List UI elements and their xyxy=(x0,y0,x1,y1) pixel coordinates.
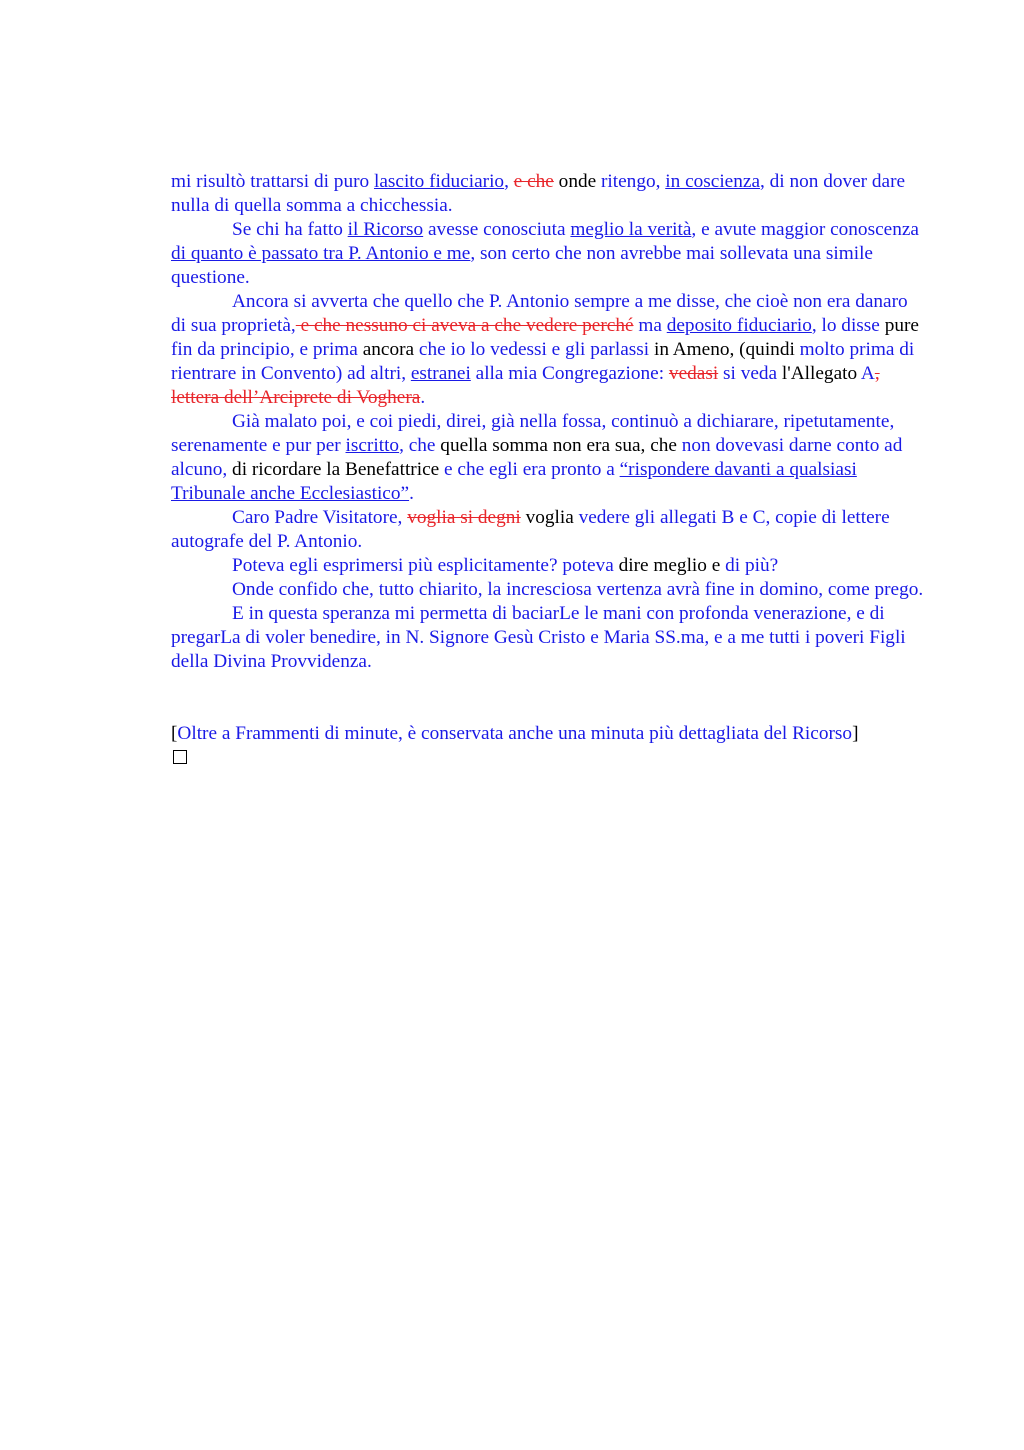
text-run: l'Allegato xyxy=(781,363,861,384)
text-run: Già malato poi, e coi piedi, direi, già nella fossa, continuò a dichiarare, ripetutamente, serenamente e pur per xyxy=(171,411,895,456)
paragraph xyxy=(171,578,926,602)
text-run: ma xyxy=(633,315,667,336)
underlined-text: lascito fiduciario xyxy=(373,171,505,192)
text-run: di ricordare la Benefattrice xyxy=(232,459,445,480)
deleted-text: e che xyxy=(513,171,554,192)
text-run: mi risultò trattarsi di puro xyxy=(171,171,374,192)
paragraph xyxy=(171,290,926,410)
text-run: . xyxy=(409,483,414,504)
paragraph xyxy=(171,170,926,218)
text-run: A xyxy=(860,363,875,384)
underlined-text: iscritto xyxy=(345,435,400,456)
text-run: in Ameno, (quindi xyxy=(653,339,800,360)
text-run: voglia xyxy=(520,507,579,528)
text-run: fin da principio, e prima xyxy=(171,339,363,360)
text-run: E in questa speranza mi permetta di baciarLe le mani con profonda venerazione, e di pregarLa di voler benedire, in N. Signore Gesù Cristo e Maria SS.ma, e a me tutti i poveri Figli della Divina Provvidenza. xyxy=(171,603,906,672)
text-run: e che egli era pronto a xyxy=(444,459,620,480)
document-body xyxy=(171,170,926,770)
text-run: avesse conosciuta xyxy=(423,219,571,240)
text-run: Caro Padre Visitatore, xyxy=(232,507,408,528)
underlined-text: in coscienza xyxy=(665,171,760,192)
text-run: , di non dover dare nulla di quella somma a chicchessia. xyxy=(171,171,906,216)
deleted-text: voglia si degni xyxy=(407,507,521,528)
text-run: ] xyxy=(852,723,859,744)
text-run: quella somma non era sua, che xyxy=(440,435,682,456)
paragraph-list xyxy=(171,170,926,674)
underlined-text: deposito fiduciario xyxy=(666,315,812,336)
text-run: Onde confido che, tutto chiarito, la incresciosa vertenza avrà fine in domino, come prego. xyxy=(232,579,924,600)
checkbox-line xyxy=(171,746,926,770)
empty-checkbox-icon xyxy=(173,750,187,764)
text-run: onde xyxy=(553,171,601,192)
text-run: , son certo che non avrebbe mai sollevata una simile questione. xyxy=(171,243,873,288)
underlined-text: di quanto è passato tra P. Antonio e me xyxy=(171,243,471,264)
underlined-text: “rispondere davanti a qualsiasi Tribunale anche Ecclesiastico” xyxy=(171,459,857,504)
text-run: Oltre a Frammenti di minute, è conservata anche una minuta più dettagliata del Ricorso xyxy=(177,723,853,744)
text-run: Ancora si avverta che quello che P. Antonio sempre a me disse, che cioè non era danaro di sua proprietà, xyxy=(171,291,908,336)
paragraph xyxy=(171,218,926,290)
text-run: si veda xyxy=(718,363,782,384)
text-run: , xyxy=(504,171,514,192)
text-run: , che xyxy=(399,435,441,456)
text-run: , e avute maggior conoscenza xyxy=(691,219,919,240)
deleted-text: vedasi xyxy=(668,363,719,384)
underlined-text: meglio la verità xyxy=(570,219,692,240)
text-run: pure xyxy=(884,315,919,336)
text-run: ritengo, xyxy=(600,171,666,192)
paragraph xyxy=(171,410,926,506)
text-run: . xyxy=(420,387,426,408)
editorial-note xyxy=(171,722,926,746)
text-run: ancora xyxy=(362,339,419,360)
text-run: alla mia Congregazione: xyxy=(470,363,669,384)
underlined-text: il Ricorso xyxy=(347,219,424,240)
text-run: [ xyxy=(171,723,178,744)
text-run: dire meglio e xyxy=(618,555,726,576)
text-run: , lo disse xyxy=(811,315,885,336)
deleted-text: e che nessuno ci aveva a che vedere perché xyxy=(295,315,634,336)
text-run: Se chi ha fatto xyxy=(232,219,348,240)
text-run: non dovevasi darne conto ad alcuno, xyxy=(171,435,903,480)
text-run: di più? xyxy=(725,555,779,576)
paragraph xyxy=(171,602,926,674)
underlined-text: estranei xyxy=(410,363,471,384)
paragraph xyxy=(171,554,926,578)
spacer xyxy=(171,674,926,722)
text-run: Poteva egli esprimersi più esplicitamente? poteva xyxy=(232,555,619,576)
text-run: vedere gli allegati B e C, copie di lettere autografe del P. Antonio. xyxy=(171,507,890,552)
text-run: che io lo vedessi e gli parlassi xyxy=(418,339,654,360)
deleted-text: , lettera dell’Arciprete di Voghera xyxy=(171,363,880,408)
paragraph xyxy=(171,506,926,554)
text-run: molto prima di rientrare in Convento) ad altri, xyxy=(171,339,915,384)
